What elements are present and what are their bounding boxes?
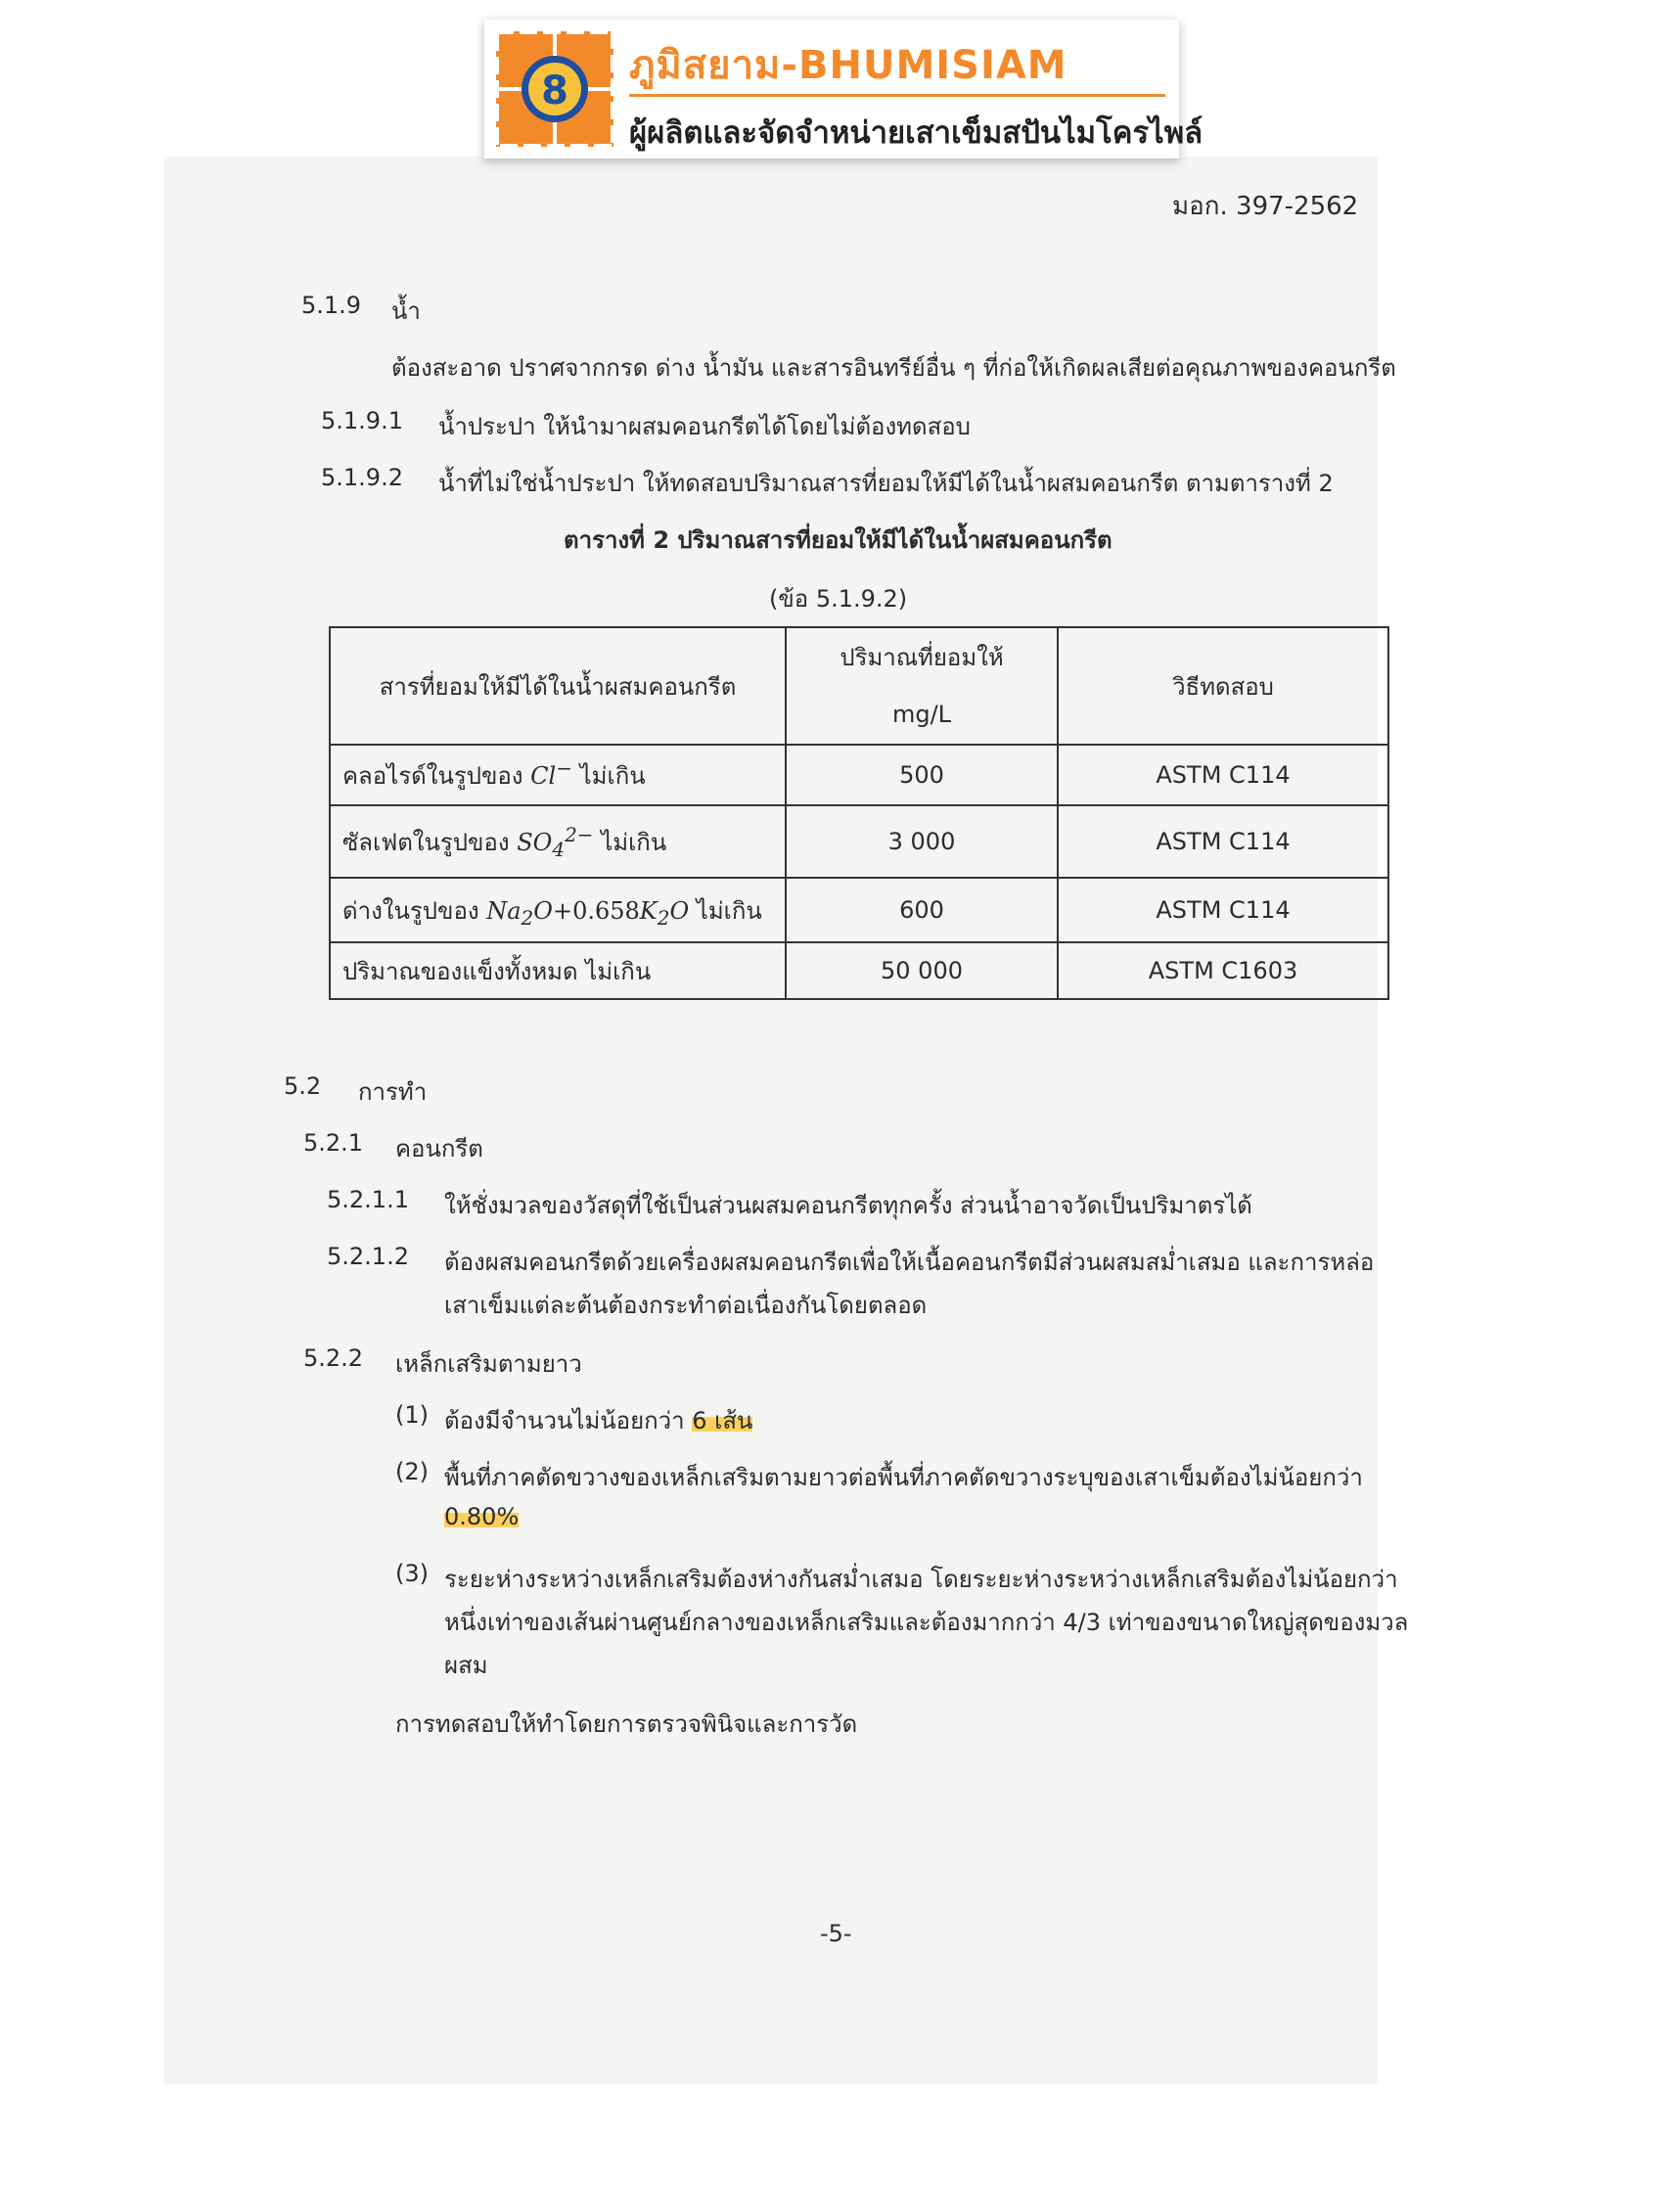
table-header-row bbox=[330, 627, 1388, 745]
item-5-2-1-1-number: 5.2.1.1 bbox=[327, 1186, 409, 1213]
chloride-formula: Cl− bbox=[530, 755, 572, 790]
highlight-6-rebars: 6 เส้น bbox=[692, 1407, 753, 1434]
alkali-label: ด่างในรูปของ bbox=[342, 896, 479, 925]
item-5-2-1-2-number: 5.2.1.2 bbox=[327, 1243, 409, 1270]
sulfate-formula: $SO_4^{2-}$ bbox=[517, 822, 594, 861]
alkali-limit: ไม่เกิน bbox=[696, 896, 762, 925]
section-5-1-9-number: 5.1.9 bbox=[301, 292, 362, 319]
cell-alkali-amount: 600 bbox=[786, 878, 1058, 942]
cell-chloride-amount: 500 bbox=[786, 745, 1058, 805]
cell-total-solids-amount: 50 000 bbox=[786, 942, 1058, 999]
cell-chloride-method: ASTM C114 bbox=[1058, 745, 1388, 805]
table-2-caption: ตารางที่ 2 ปริมาณสารที่ยอมให้มีได้ในน้ำผสมคอนกรีต bbox=[564, 526, 1112, 554]
cell-sulfate-method: ASTM C114 bbox=[1058, 805, 1388, 878]
list-item-2-text: พื้นที่ภาคตัดขวางของเหล็กเสริมตามยาวต่อพื้นที่ภาคตัดขวางระบุของเสาเข็มต้องไม่น้อยกว่า bbox=[444, 1464, 1363, 1491]
header-method: วิธีทดสอบ bbox=[1058, 627, 1388, 745]
item-5-2-1-2-line1: ต้องผสมคอนกรีตด้วยเครื่องผสมคอนกรีตเพื่อให้เนื้อคอนกรีตมีส่วนผสมสม่ำเสมอ และการหล่อ bbox=[444, 1249, 1375, 1276]
standard-number: มอก. 397-2562 bbox=[1172, 192, 1359, 221]
testing-note: การทดสอบให้ทำโดยการตรวจพินิจและการวัด bbox=[395, 1710, 858, 1738]
header-amount-label: ปริมาณที่ยอมให้ bbox=[840, 644, 1004, 671]
item-5-1-9-1-text: น้ำประปา ให้นำมาผสมคอนกรีตได้โดยไม่ต้องทดสอบ bbox=[438, 413, 971, 440]
chloride-label: คลอไรด์ในรูปของ bbox=[342, 761, 523, 790]
brand-banner bbox=[484, 20, 1203, 159]
table-row bbox=[330, 942, 1388, 999]
cell-alkali-method: ASTM C114 bbox=[1058, 878, 1388, 942]
section-5-2-number: 5.2 bbox=[284, 1072, 322, 1100]
alkali-formula: $Na_2O+0.658K_2O$ bbox=[486, 896, 690, 930]
list-item-2-value bbox=[444, 1503, 519, 1530]
brand-tagline: ผู้ผลิตและจัดจำหน่ายเสาเข็มสปันไมโครไพล์ bbox=[629, 115, 1203, 151]
cell-total-solids-method: ASTM C1603 bbox=[1058, 942, 1388, 999]
list-item-1-number: (1) bbox=[395, 1401, 429, 1429]
cell-sulfate bbox=[330, 805, 786, 878]
list-item-1-text: ต้องมีจำนวนไม่น้อยกว่า 6 เส้น bbox=[444, 1407, 753, 1434]
table-row bbox=[330, 805, 1388, 878]
svg-text:8: 8 bbox=[541, 68, 568, 114]
chloride-limit: ไม่เกิน bbox=[579, 761, 646, 790]
sulfate-label: ซัลเฟตในรูปของ bbox=[342, 828, 510, 856]
list-item-3-number: (3) bbox=[395, 1560, 429, 1587]
table-2 bbox=[329, 626, 1389, 1000]
section-5-2-2-title: เหล็กเสริมตามยาว bbox=[395, 1350, 582, 1378]
cell-chloride bbox=[330, 745, 786, 805]
item-5-1-9-2-text: น้ำที่ไม่ใช่น้ำประปา ให้ทดสอบปริมาณสารที่ยอมให้มีได้ในน้ำผสมคอนกรีต ตามตารางที่ 2 bbox=[438, 470, 1334, 497]
page-number: -5- bbox=[820, 1920, 852, 1947]
item-5-1-9-2-number: 5.1.9.2 bbox=[321, 464, 403, 491]
list-item-3-line2: หนึ่งเท่าของเส้นผ่านศูนย์กลางของเหล็กเสริมและต้องมากกว่า 4/3 เท่าของขนาดใหญ่สุดของมวล bbox=[444, 1609, 1409, 1636]
item-5-2-1-2-line2: เสาเข็มแต่ละต้นต้องกระทำต่อเนื่องกันโดยตลอด bbox=[444, 1292, 928, 1319]
table-2-reference: (ข้อ 5.1.9.2) bbox=[769, 585, 908, 613]
banner-divider bbox=[629, 94, 1165, 97]
item-5-2-1-1-text: ให้ชั่งมวลของวัสดุที่ใช้เป็นส่วนผสมคอนกรีตทุกครั้ง ส่วนน้ำอาจวัดเป็นปริมาตรได้ bbox=[444, 1192, 1252, 1219]
section-5-2-1-number: 5.2.1 bbox=[303, 1129, 364, 1157]
header-substance: สารที่ยอมให้มีได้ในน้ำผสมคอนกรีต bbox=[330, 627, 786, 745]
list-item-2-number: (2) bbox=[395, 1458, 429, 1485]
header-amount bbox=[786, 627, 1058, 745]
table-row bbox=[330, 745, 1388, 805]
section-5-1-9-description: ต้องสะอาด ปราศจากกรด ด่าง น้ำมัน และสารอินทรีย์อื่น ๆ ที่ก่อให้เกิดผลเสียต่อคุณภาพของคอนกรีต bbox=[391, 354, 1396, 382]
list-item-3-line1: ระยะห่างระหว่างเหล็กเสริมต้องห่างกันสม่ำเสมอ โดยระยะห่างระหว่างเหล็กเสริมต้องไม่น้อยกว่า bbox=[444, 1566, 1398, 1593]
cell-total-solids: ปริมาณของแข็งทั้งหมด ไม่เกิน bbox=[330, 942, 786, 999]
brand-name: ภูมิสยาม-BHUMISIAM bbox=[629, 43, 1067, 88]
sulfate-limit: ไม่เกิน bbox=[601, 828, 667, 856]
item-5-1-9-1-number: 5.1.9.1 bbox=[321, 407, 403, 434]
section-5-2-title: การทำ bbox=[358, 1078, 428, 1106]
section-5-2-2-number: 5.2.2 bbox=[303, 1344, 364, 1372]
header-amount-unit: mg/L bbox=[891, 701, 952, 728]
highlight-0-80-percent: 0.80% bbox=[444, 1503, 520, 1530]
section-5-2-1-title: คอนกรีต bbox=[395, 1135, 483, 1162]
document-page bbox=[164, 157, 1378, 2084]
cell-alkali bbox=[330, 878, 786, 942]
cell-sulfate-amount: 3 000 bbox=[786, 805, 1058, 878]
table-row bbox=[330, 878, 1388, 942]
list-item-3-line3: ผสม bbox=[444, 1652, 488, 1679]
section-5-1-9-title: น้ำ bbox=[391, 297, 421, 325]
bhumisiam-logo-icon bbox=[496, 31, 613, 147]
